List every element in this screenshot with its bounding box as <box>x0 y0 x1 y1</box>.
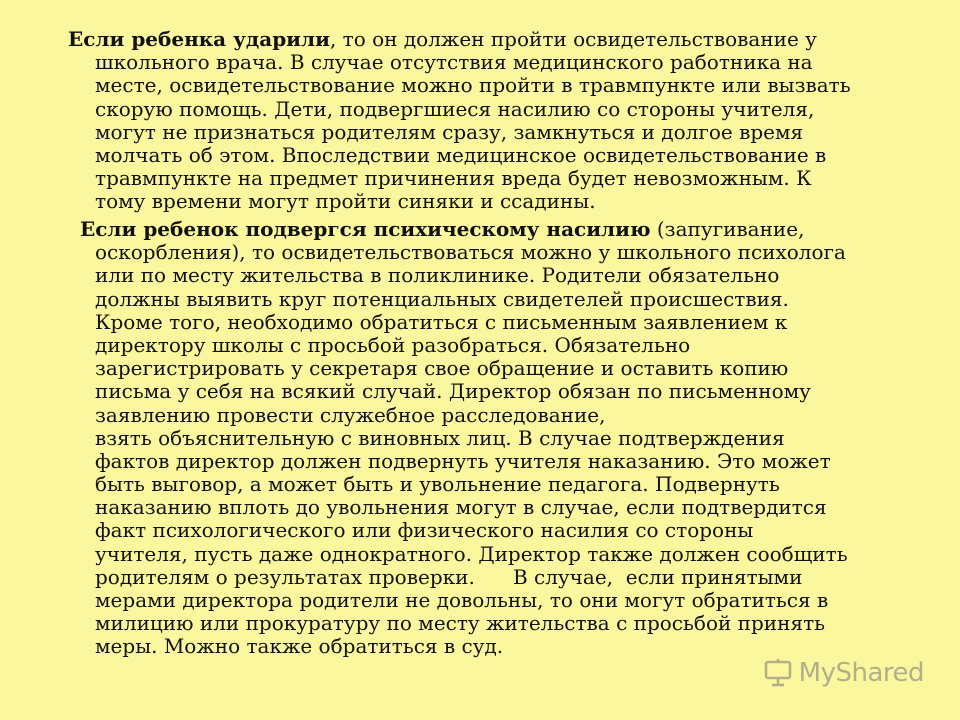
text-line: Если ребенок подвергся психическому насилию (запугивание, <box>80 217 805 241</box>
text-line: факт психологического или физического насилия со стороны <box>95 518 754 543</box>
text-line: зарегистрировать у секретаря свое обращение и оставить копию <box>95 356 789 381</box>
text-line: быть выговор, а может быть и увольнение педагога. Подвернуть <box>95 472 780 497</box>
presentation-board-icon <box>763 658 793 688</box>
text-line: оскорбления), то освидетельствоваться можно у школьного психолога <box>95 240 846 265</box>
text-line: мерами директора родители не довольны, то они могут обратиться в <box>95 588 829 612</box>
text-line: школьного врача. В случае отсутствия медицинского работника на <box>95 50 813 75</box>
text-line: Кроме того, необходимо обратиться с письменным заявлением к <box>95 309 788 334</box>
text-line: милицию или прокуратуру по месту жительства с просьбой принять <box>95 611 826 636</box>
text-line: месте, освидетельствование можно пройти в травмпункте или вызвать <box>95 73 851 98</box>
text-line: Если ребенка ударили, то он должен пройти освидетельствование у <box>68 27 817 51</box>
text-line: родителям о результатах проверки. В случае, если принятыми <box>95 564 803 589</box>
text-line: письма у себя на всякий случай. Директор обязан по письменному <box>95 379 811 404</box>
paragraph-psychological <box>80 217 848 659</box>
text-line: наказанию вплоть до увольнения могут в случае, если подтвердится <box>95 495 827 520</box>
text-line: могут не признаться родителям сразу, замкнуться и долгое время <box>95 119 804 144</box>
paragraph-lead-bold: Если ребенка ударили <box>68 27 330 51</box>
watermark <box>763 658 924 688</box>
text-line: заявлению провести служебное расследование, <box>95 402 606 427</box>
text-line: травмпункте на предмет причинения вреда будет невозможным. К <box>95 166 812 191</box>
paragraph-hit <box>68 27 851 214</box>
text-line: учителя, пусть даже однократного. Директор также должен сообщить <box>95 541 848 566</box>
text-line: директору школы с просьбой разобраться. Обязательно <box>95 332 691 357</box>
text-line: или по месту жительства в поликлинике. Родители обязательно <box>95 263 780 288</box>
text-line: тому времени могут пройти синяки и ссадины. <box>95 189 596 214</box>
text-line: молчать об этом. Впоследствии медицинское освидетельствование в <box>95 142 827 167</box>
text-line: должны выявить круг потенциальных свидетелей происшествия. <box>95 286 789 311</box>
text-line: взять объяснительную с виновных лиц. В случае подтверждения <box>95 425 785 450</box>
text-line: фактов директор должен подвернуть учителя наказанию. Это может <box>95 448 831 473</box>
paragraph-lead-bold: Если ребенок подвергся психическому насилию <box>80 217 651 241</box>
watermark-text: MyShared <box>798 658 924 688</box>
text-line: меры. Можно также обратиться в суд. <box>95 634 504 659</box>
text-line: скорую помощь. Дети, подвергшиеся насилию со стороны учителя, <box>95 96 815 121</box>
